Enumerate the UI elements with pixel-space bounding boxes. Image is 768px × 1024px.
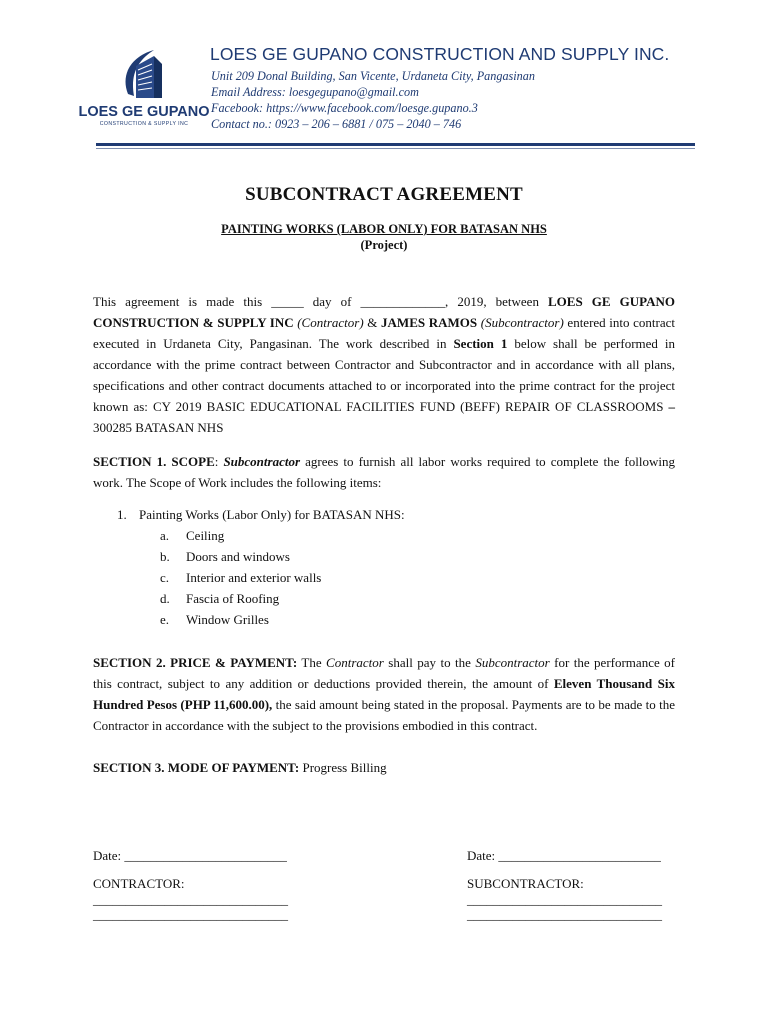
- logo-main-text: LOES GE GUPANO: [78, 104, 210, 120]
- company-name: LOES GE GUPANO CONSTRUCTION AND SUPPLY INC.: [210, 44, 670, 64]
- contractor-signature-line: ______________________________: [93, 892, 288, 907]
- section-2-heading: SECTION 2. PRICE & PAYMENT:: [93, 655, 298, 670]
- section-2-paragraph: SECTION 2. PRICE & PAYMENT: The Contractor shall pay to the Subcontractor for the performance of this contract, subject to any addition or deductions provided therein, the amount of Eleven Thousand Six Hundred Pesos (PHP 11,600.00), the said amount being stated in the proposal. Payments are to be made to the Contractor in accordance with the subject to the provisions embodied in this contract.: [93, 655, 675, 733]
- company-contact: Contact no.: 0923 – 206 – 6881 / 075 – 2040 – 746: [211, 117, 462, 131]
- intro-paragraph: This agreement is made this _____ day of _____________, 2019, between LOES GE GUPANO CONSTRUCTION & SUPPLY INC (Contractor) & JAMES RAMOS (Subcontractor) entered into contract executed in Urdaneta City, Pangasinan. The work described in Section 1 below shall be performed in accordance with the prime contract between Contractor and Subcontractor and in accordance with all plans, specifications and other contract documents attached to or incorporated into the prime contract for the project known as: CY 2019 BASIC EDUCATIONAL FACILITIES FUND (BEFF) REPAIR OF CLASSROOMS – 300285 BATASAN NHS: [93, 294, 676, 435]
- company-facebook: Facebook: https://www.facebook.com/loesge.gupano.3: [211, 101, 478, 115]
- scope-subitem: e. Window Grilles: [160, 612, 269, 627]
- company-address: Unit 209 Donal Building, San Vicente, Urdaneta City, Pangasinan: [211, 69, 535, 83]
- subcontractor-date-line: Date: _________________________: [467, 848, 661, 863]
- project-title: [0, 222, 768, 237]
- section-1-paragraph: SECTION 1. SCOPE: Subcontractor agrees to furnish all labor works required to complete the following work. The Scope of Work includes the following items:: [93, 454, 675, 490]
- scope-subitem: d. Fascia of Roofing: [160, 591, 280, 606]
- scope-subitem: c. Interior and exterior walls: [160, 570, 322, 585]
- section-3-paragraph: [93, 757, 675, 778]
- scope-subitem: a. Ceiling: [160, 528, 225, 543]
- subcontractor-name: JAMES RAMOS: [381, 315, 478, 330]
- document-title: SUBCONTRACT AGREEMENT: [245, 184, 523, 205]
- letterhead-divider-thin: [96, 148, 695, 149]
- contractor-label: CONTRACTOR:: [93, 876, 185, 891]
- section-1-heading: SECTION 1. SCOPE: [93, 454, 215, 469]
- contract-amount: Eleven Thousand Six Hundred Pesos (PHP 11,600.00),: [93, 676, 675, 712]
- letterhead-divider: [96, 143, 695, 146]
- company-email: Email Address: loesgegupano@gmail.com: [211, 85, 419, 99]
- company-logo: [78, 44, 210, 130]
- mode-of-payment: Progress Billing: [299, 760, 387, 775]
- project-title-text: PAINTING WORKS (LABOR ONLY) FOR BATASAN NHS: [221, 222, 547, 236]
- section-3-heading: SECTION 3. MODE OF PAYMENT:: [93, 760, 300, 775]
- scope-item: 1. Painting Works (Labor Only) for BATASAN NHS:: [117, 507, 405, 522]
- scope-subitem: b. Doors and windows: [160, 549, 290, 564]
- logo-sub-text: CONSTRUCTION & SUPPLY INC: [99, 121, 189, 127]
- project-subtitle: (Project): [360, 238, 408, 252]
- contractor-date-line: Date: _________________________: [93, 848, 287, 863]
- contractor-name-line: ______________________________: [93, 907, 288, 922]
- contractor-name: LOES GE GUPANO CONSTRUCTION & SUPPLY INC: [93, 294, 675, 330]
- subcontractor-label: SUBCONTRACTOR:: [467, 876, 584, 891]
- subcontractor-signature-line: ______________________________: [467, 892, 662, 907]
- subcontractor-name-line: ______________________________: [467, 907, 662, 922]
